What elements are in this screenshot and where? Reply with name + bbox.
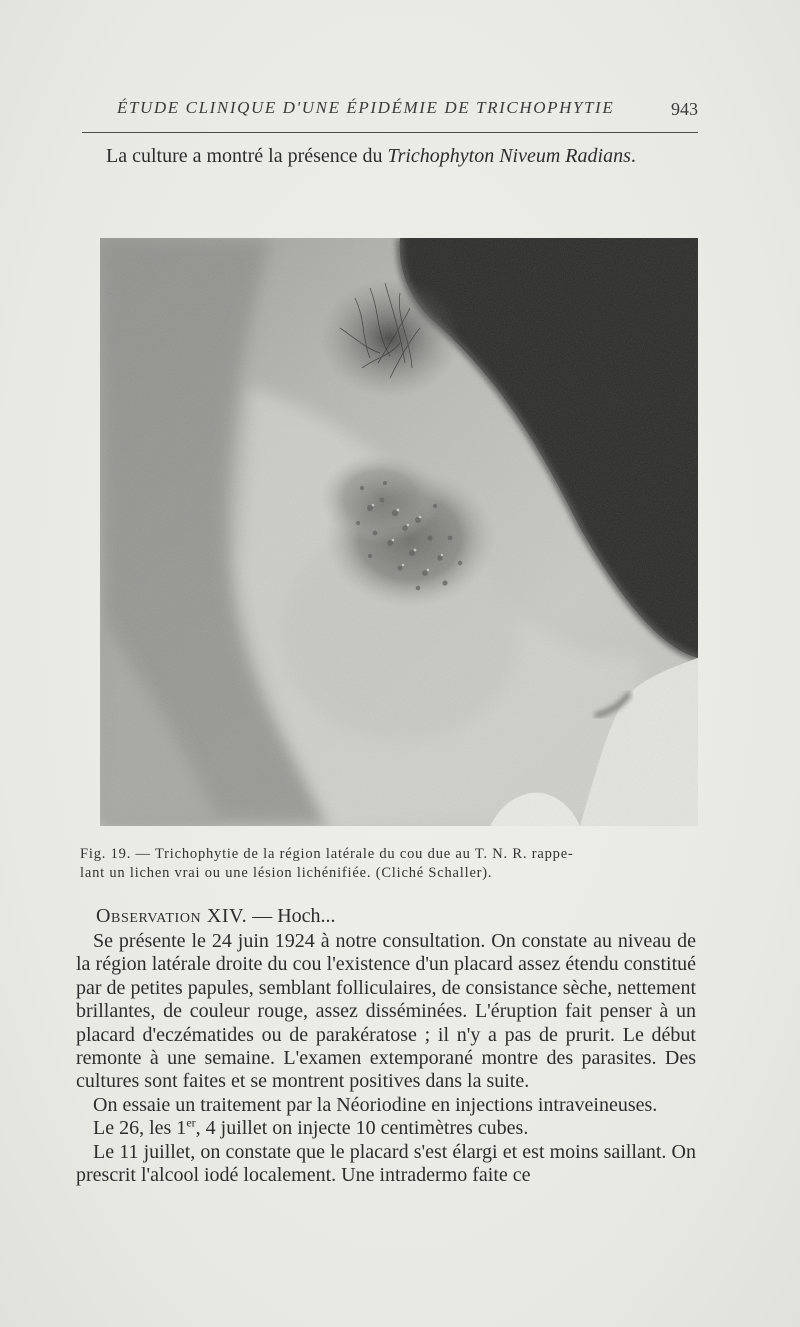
culture-result-paragraph: [84, 143, 700, 169]
paragraph-injections: [76, 1117, 696, 1140]
injection-dates-text: Le 26, les 1: [93, 1117, 187, 1140]
intro-period: .: [630, 145, 636, 167]
caption-line-1: Fig. 19. — Trichophytie de la région latérale du cou due au T. N. R. rappe-: [80, 846, 574, 862]
injection-dose-text: , 4 juillet on injecte 10 centimètres cubes.: [195, 1117, 529, 1140]
paragraph-follow-up: Le 11 juillet, on constate que le placard s'est élargi et est moins saillant. On prescrit l'alcool iodé localement. Une intradermo faite ce: [76, 1140, 696, 1187]
page-number: 943: [671, 99, 698, 119]
organism-name: Trichophyton Niveum Radians: [387, 145, 631, 167]
observation-number: Observation XIV.: [96, 905, 248, 927]
running-head: [82, 96, 700, 130]
clinical-photograph: [100, 238, 698, 826]
observation-body: [76, 930, 696, 1187]
intro-text: La culture a montré la présence du: [106, 145, 388, 167]
observation-heading: [96, 905, 336, 928]
neck-lesion-photo: [100, 238, 698, 826]
ordinal-superscript: er: [186, 1115, 196, 1130]
running-title: ÉTUDE CLINIQUE D'UNE ÉPIDÉMIE DE TRICHOPHYTIE: [117, 98, 615, 117]
paragraph-treatment: On essaie un traitement par la Néoriodine en injections intraveineuses.: [93, 1093, 658, 1116]
patient-name: — Hoch...: [247, 905, 336, 927]
header-rule: [82, 132, 698, 133]
caption-line-2: lant un lichen vrai ou une lésion lichénifiée. (Cliché Schaller).: [80, 865, 493, 881]
paragraph-presentation: Se présente le 24 juin 1924 à notre consultation. On constate au niveau de la région latérale droite du cou l'existence d'un placard assez étendu constitué par de petites papules, semblant folliculaires, de consistance sèche, nettement brillantes, de couleur rouge, assez disséminées. L'éruption fait penser à un placard d'eczématides ou de parakératose ; il n'y a pas de prurit. Le début remonte à une semaine. L'examen extemporané montre des parasites. Des cultures sont faites et se montrent positives dans la suite.: [76, 930, 696, 1093]
figure-caption: [80, 845, 702, 883]
